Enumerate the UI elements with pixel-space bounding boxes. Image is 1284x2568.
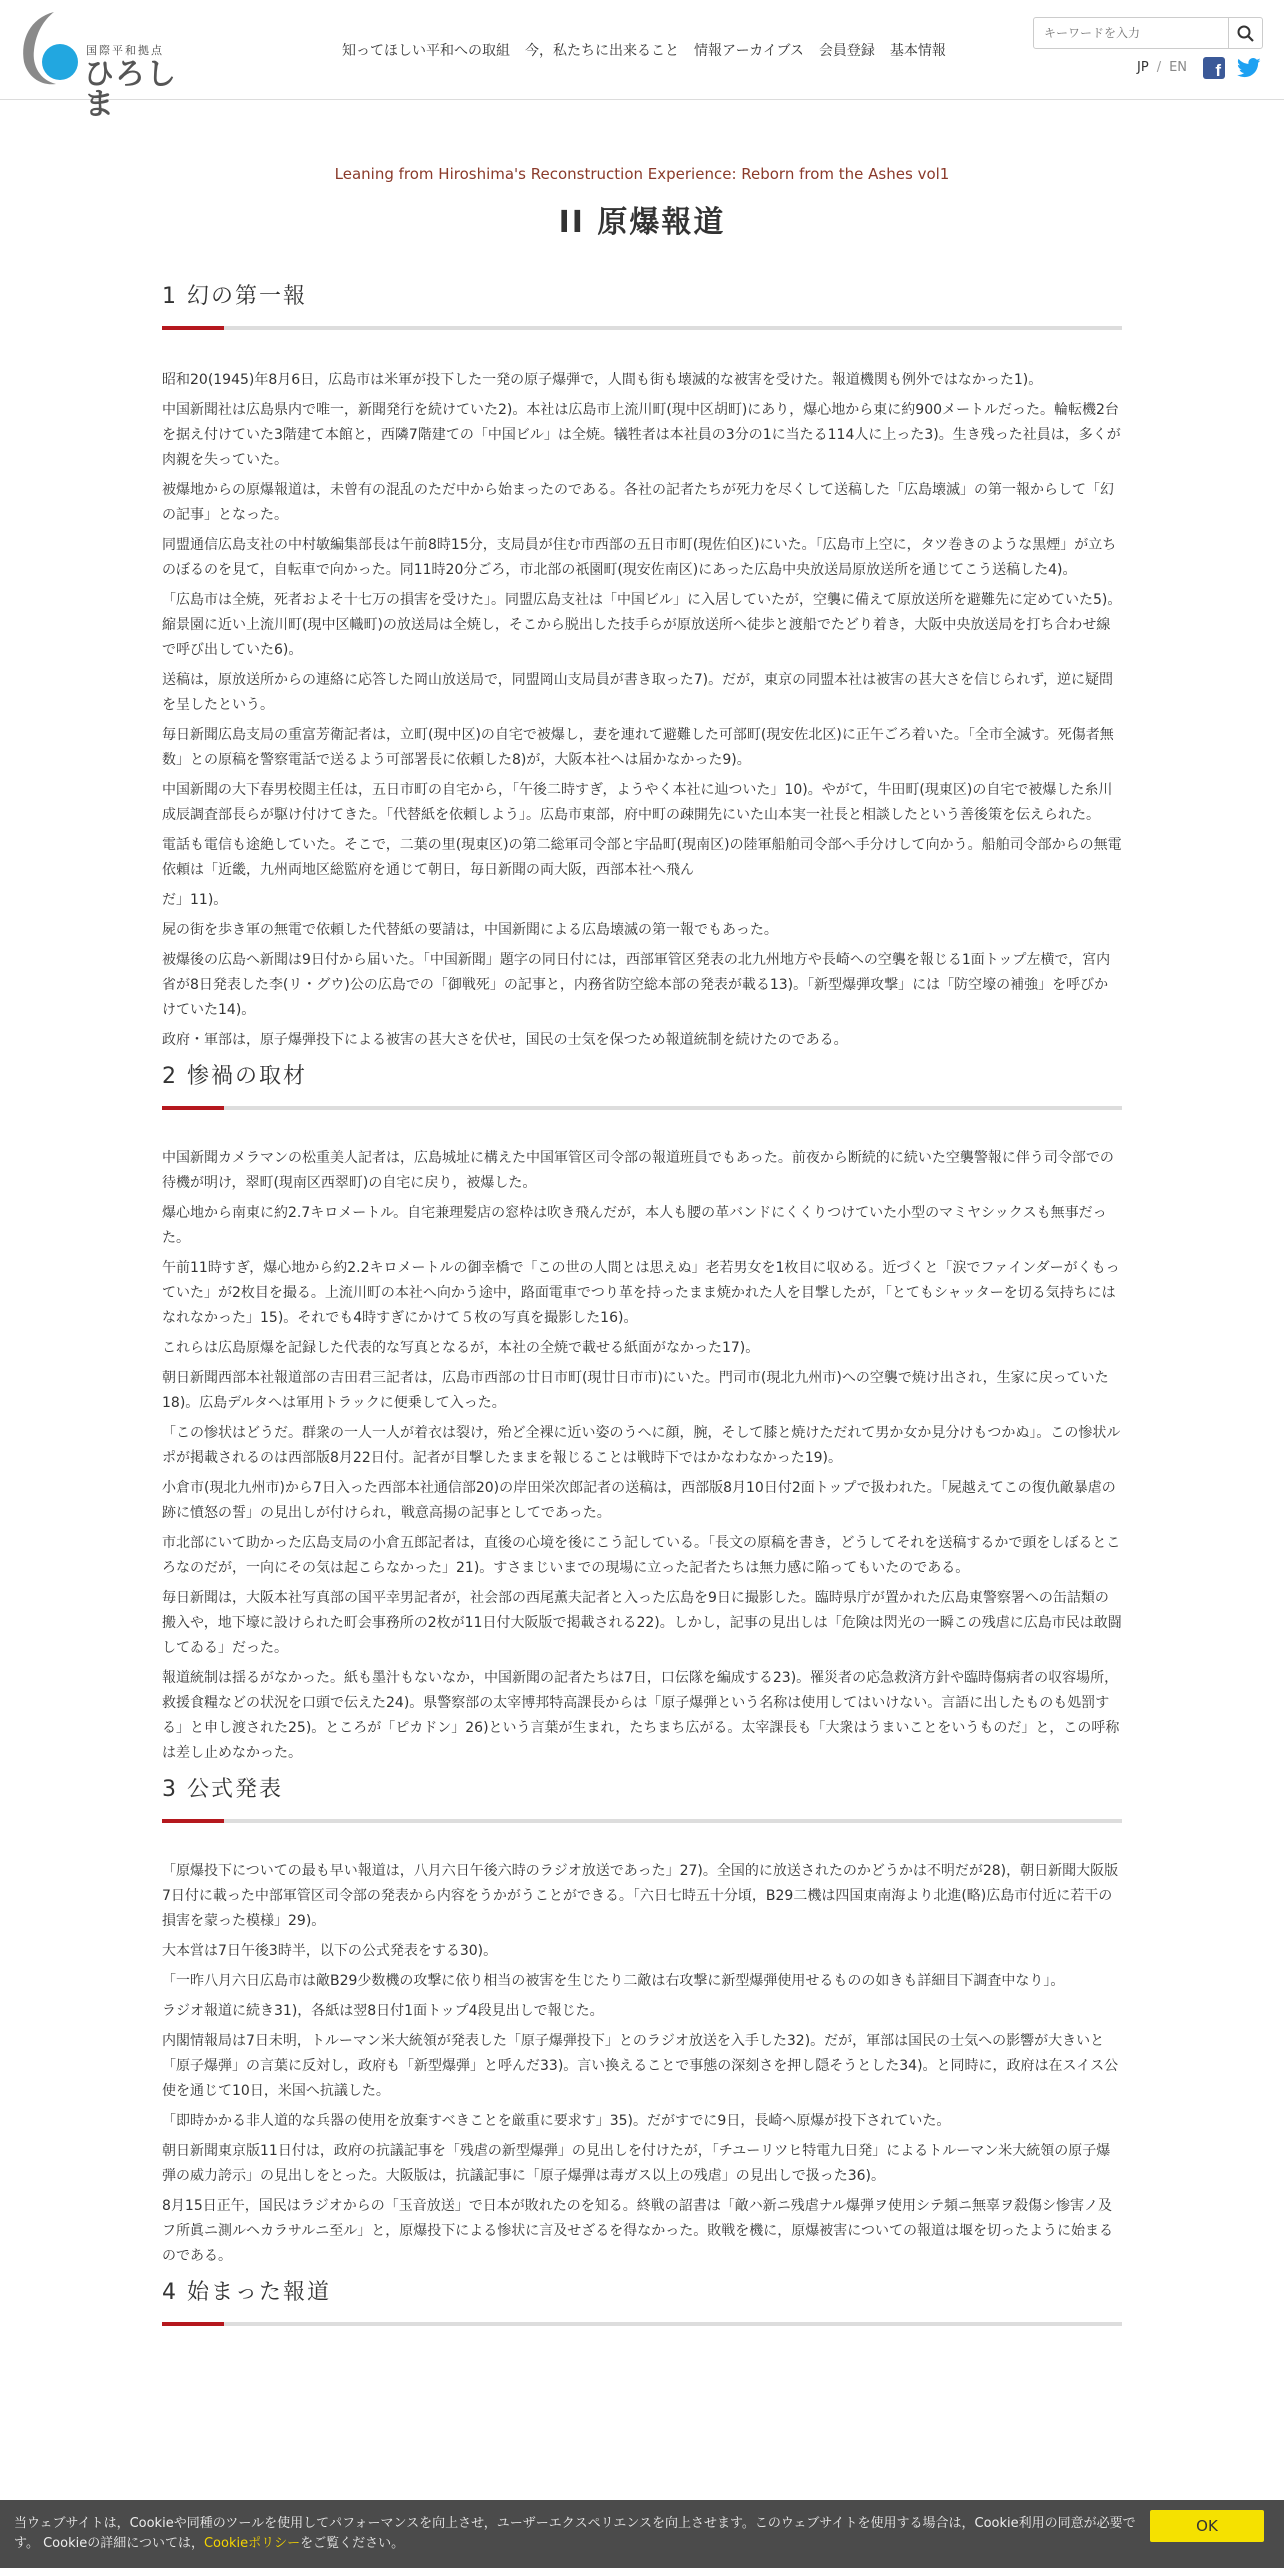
nav-item-archives[interactable]: 情報アーカイブス (694, 43, 804, 59)
paragraph: 朝日新聞西部本社報道部の吉田君三記者は，広島市西部の廿日市町(現廿日市市)にいた。門司市(現北九州市)への空襲で焼け出され，生家に戻っていた18)。広島デルタへは軍用トラックに便乗して入った。 (162, 1370, 1109, 1411)
section-body (162, 368, 1122, 1053)
social-links (1203, 57, 1261, 79)
section-1 (162, 279, 1122, 1053)
paragraph: 中国新聞社は広島県内で唯一，新聞発行を続けていた2)。本社は広島市上流川町(現中区胡町)にあり，爆心地から東に約900メートルだった。輪転機2台を据え付けていた3階建て本館と，西隣7階建ての「中国ビル」は全焼。犠牲者は本社員の3分の1に当たる114人に上った3)。生き残った社員は，多くが肉親を失っていた。 (162, 402, 1121, 468)
paragraph: 屍の街を歩き軍の無電で依頼した代替紙の要請は，中国新聞による広島壊滅の第一報でもあった。 (162, 922, 778, 938)
page-title: II 原爆報道 (558, 205, 726, 240)
paragraph: ラジオ報道に続き31)，各紙は翌8日付1面トップ4段見出しで報じた。 (162, 2003, 604, 2019)
paragraph: 報道統制は揺るがなかった。紙も墨汁もないなか，中国新聞の記者たちは7日，口伝隊を編成する23)。罹災者の応急救済方針や臨時傷病者の収容場所，救援食糧などの状況を口頭で伝えた24)。県警察部の太宰博邦特高課長からは「原子爆弾という名称は使用してはいけない。言語に出したものも処罰する」と申し渡された25)。ところが「ピカドン」26)という言葉が生まれ，たちまち広がる。太宰課長も「大衆はうまいことをいうものだ」と，この呼称は差し止めなかった。 (162, 1670, 1120, 1761)
paragraph: 朝日新聞東京版11日付は，政府の抗議記事を「残虐の新型爆弾」の見出しを付けたが，「チユーリツヒ特電九日発」によるトルーマン米大統領の原子爆弾の威力誇示」の見出しをとった。大阪版は，抗議記事に「原子爆弾は毒ガス以上の残虐」の見出しで扱った36)。 (162, 2143, 1111, 2184)
paragraph: だ」11)。 (162, 892, 228, 908)
paragraph: 「即時かかる非人道的な兵器の使用を放棄すべきことを厳重に要求す」35)。だがすでに9日，長崎へ原爆が投下されていた。 (162, 2113, 951, 2129)
logo-subtitle: 国際平和拠点 (86, 44, 164, 57)
site-logo[interactable] (20, 10, 205, 122)
cookie-text-before: 当ウェブサイトは，Cookieや同種のツールを使用してパフォーマンスを向上させ，ユーザーエクスペリエンスを向上させます。このウェブサイトを使用する場合は，Cookie利用の同意が必要です。 Cookieの詳細については， (14, 2516, 1136, 2551)
section-2 (162, 1059, 1122, 1766)
search-box (1033, 17, 1263, 49)
lang-separator: / (1156, 60, 1162, 75)
paragraph: 市北部にいて助かった広島支局の小倉五郎記者は，直後の心境を後にこう記している。「長文の原稿を書き，どうしてそれを送稿するかで頭をしぼるところなのだが，一向にその気は起こらなかった」21)。すさまじいまでの現場に立った記者たちは無力感に陥ってもいたのである。 (162, 1535, 1121, 1576)
search-input[interactable] (1034, 18, 1228, 48)
twitter-icon[interactable] (1237, 57, 1261, 79)
section-body (162, 1146, 1122, 1766)
paragraph: 毎日新聞広島支局の重富芳衛記者は，立町(現中区)の自宅で被爆し，妻を連れて避難した可部町(現安佐北区)に正午ごろ着いた。「全市全滅す。死傷者無数」との原稿を警察電話で送るよう可部署長に依頼した8)が，大阪本社へは届かなかった9)。 (162, 727, 1114, 768)
lang-jp-link[interactable]: JP (1137, 60, 1149, 75)
search-button[interactable] (1228, 18, 1262, 48)
nav-item-register[interactable]: 会員登録 (818, 43, 875, 59)
nav-item-basic-info[interactable]: 基本情報 (889, 43, 946, 59)
paragraph: これらは広島原爆を記録した代表的な写真となるが，本社の全焼で載せる紙面がなかった17)。 (162, 1340, 760, 1356)
paragraph: 被爆後の広島へ新聞は9日付から届いた。「中国新聞」題字の同日付には，西部軍管区発表の北九州地方や長崎への空襲を報じる1面トップ左横で，宮内省が8日発表した李(リ・グウ)公の広島での「御戦死」の記事と，内務省防空総本部の発表が載る13)。「新型爆弾攻撃」には「防空壕の補強」を呼びかけていた14)。 (162, 952, 1111, 1018)
cookie-ok-button[interactable]: OK (1150, 2510, 1264, 2542)
global-nav (342, 40, 946, 60)
paragraph: 中国新聞カメラマンの松重美人記者は，広島城址に構えた中国軍管区司令部の報道班員でもあった。前夜から断続的に続いた空襲警報に伴う司令部での待機が明け，翠町(現南区西翠町)の自宅に戻り，被爆した。 (162, 1150, 1114, 1191)
section-3 (162, 1772, 1122, 2269)
search-icon (1237, 25, 1254, 42)
nav-item-initiatives[interactable]: 知ってほしい平和への取組 (342, 43, 510, 59)
paragraph: 大本営は7日午後3時半，以下の公式発表をする30)。 (162, 1943, 498, 1959)
paragraph: 午前11時すぎ，爆心地から約2.2キロメートルの御幸橋で「この世の人間とは思えぬ」老若男女を1枚目に収める。近づくと「涙でファインダーがくもっていた」が2枚目を撮る。上流川町の本社へ向かう途中，路面電車でつり革を持ったまま焼かれた人を目撃したが，「とてもシャッターを切る気持ちにはなれなかった」15)。それでも4時すぎにかけて５枚の写真を撮影した16)。 (162, 1260, 1120, 1326)
language-switcher (1137, 60, 1187, 75)
article (162, 100, 1122, 2362)
paragraph: 小倉市(現北九州市)から7日入った西部本社通信部20)の岸田栄次郎記者の送稿は，西部版8月10日付2面トップで扱われた。「屍越えてこの復仇敵暴虐の跡に憤怒の誓」の見出しが付けられ，戦意高揚の記事としてであった。 (162, 1480, 1116, 1521)
paragraph: 毎日新聞は，大阪本社写真部の国平幸男記者が，社会部の西尾薫夫記者と入った広島を9日に撮影した。臨時県庁が置かれた広島東警察署への缶詰類の搬入や，地下壕に設けられた町会事務所の2枚が11日付大阪版で掲載される22)。しかし，記事の見出しは「危険は閃光の一瞬この残虐に広島市民は敢闘してゐる」だった。 (162, 1590, 1122, 1656)
paragraph: 昭和20(1945)年8月6日，広島市は米軍が投下した一発の原子爆弾で，人間も街も壊滅的な被害を受けた。報道機関も例外ではなかった1)。 (162, 372, 1043, 388)
lang-en-link[interactable]: EN (1169, 60, 1188, 75)
section-heading: 4 始まった報道 (162, 2275, 1122, 2326)
paragraph: 「広島市は全焼，死者およそ十七万の損害を受けた」。同盟広島支社は「中国ビル」に入居していたが，空襲に備えて原放送所を避難先に定めていた5)。縮景園に近い上流川町(現中区幟町)の放送局は全焼し，そこから脱出した技手らが原放送所へ徒歩と渡船でたどり着き，大阪中央放送局を打ち合わせ線で呼び出していた6)。 (162, 592, 1122, 658)
cookie-text (14, 2514, 1144, 2554)
paragraph: 被爆地からの原爆報道は，未曾有の混乱のただ中から始まったのである。各社の記者たちが死力を尽くして送稿した「広島壊滅」の第一報からして「幻の記事」となった。 (162, 482, 1114, 523)
logo-mark-icon (20, 10, 82, 88)
cookie-text-after: をご覧ください。 (300, 2536, 405, 2551)
article-kicker: Leaning from Hiroshima's Reconstruction Experience: Reborn from the Ashes vol1 (334, 165, 950, 183)
paragraph: 同盟通信広島支社の中村敏編集部長は午前8時15分，支局員が住む市西部の五日市町(現佐伯区)にいた。「広島市上空に，タツ巻きのような黒煙」が立ちのぼるのを見て，自転車で向かった。同11時20分ごろ，市北部の祇園町(現安佐南区)にあった広島中央放送局原放送所を通じてこう送稿した4)。 (162, 537, 1117, 578)
paragraph: 8月15日正午，国民はラジオからの「玉音放送」で日本が敗れたのを知る。終戦の詔書は「敵ハ新ニ残虐ナル爆弾ヲ使用シテ頻ニ無辜ヲ殺傷シ惨害ノ及フ所眞ニ測ルヘカラサルニ至ル」と，原爆投下による惨状に言及せざるを得なかった。敗戦を機に，原爆被害についての報道は堰を切ったように始まるのである。 (162, 2198, 1114, 2264)
paragraph: 内閣情報局は7日未明，トルーマン米大統領が発表した「原子爆弾投下」とのラジオ放送を入手した32)。だが，軍部は国民の士気への影響が大きいと「原子爆弾」の言葉に反対し，政府も「新型爆弾」と呼んだ33)。言い換えることで事態の深刻さを押し隠そうとした34)。と同時に，政府は在スイス公使を通じて10日，米国へ抗議した。 (162, 2033, 1119, 2099)
paragraph: 「この惨状はどうだ。群衆の一人一人が着衣は裂け，殆ど全裸に近い姿のうへに顔，腕，そして膝と焼けただれて男か女か見分けもつかぬ」。この惨状ルポが掲載されるのは西部版8月22日付。記者が目撃したままを報じることは戦時下ではかなわなかった19)。 (162, 1425, 1121, 1466)
paragraph: 「一昨八月六日広島市は敵B29少数機の攻撃に依り相当の被害を生じたり二敵は右攻撃に新型爆弾使用せるものの如きも詳細目下調査中なり」。 (162, 1973, 1065, 1989)
paragraph: 電話も電信も途絶していた。そこで，二葉の里(現東区)の第二総軍司令部と宇品町(現南区)の陸軍船舶司令部へ手分けして向かう。船舶司令部からの無電依頼は「近畿，九州両地区総監府を通じて朝日，毎日新聞の両大阪，西部本社へ飛ん (162, 837, 1122, 878)
paragraph: 爆心地から南東に約2.7キロメートル。自宅兼理髪店の窓枠は吹き飛んだが，本人も腰の革バンドにくくりつけていた小型のマミヤシックスも無事だった。 (162, 1205, 1107, 1246)
section-heading: 2 惨禍の取材 (162, 1059, 1122, 1110)
section-body (162, 1859, 1122, 2269)
facebook-icon[interactable]: f (1203, 57, 1225, 79)
nav-item-what-we-can-do[interactable]: 今，私たちに出来ること (525, 43, 679, 59)
paragraph: 政府・軍部は，原子爆弾投下による被害の甚大さを伏せ，国民の士気を保つため報道統制を続けたのである。 (162, 1032, 848, 1048)
paragraph: 中国新聞の大下春男校閲主任は，五日市町の自宅から，「午後二時すぎ，ようやく本社に辿ついた」10)。やがて，牛田町(現東区)の自宅で被爆した糸川成辰調査部長らが駆け付けてきた。「代替紙を依頼しよう」。広島市東部，府中町の疎開先にいた山本実一社長と相談したという善後策を伝えられた。 (162, 782, 1113, 823)
paragraph: 送稿は，原放送所からの連絡に応答した岡山放送局で，同盟岡山支局員が書き取った7)。だが，東京の同盟本社は被害の甚大さを信じられず，逆に疑問を呈したという。 (162, 672, 1113, 713)
section-heading: 1 幻の第一報 (162, 279, 1122, 330)
logo-title: ひろしま (84, 57, 177, 122)
paragraph: 「原爆投下についての最も早い報道は，八月六日午後六時のラジオ放送であった」27)。全国的に放送されたのかどうかは不明だが28)，朝日新聞大阪版7日付に載った中部軍管区司令部の発表から内容をうかがうことができる。「六日七時五十分頃，B29二機は四国東南海より北進(略)広島市付近に若干の損害を蒙った模様」29)。 (162, 1863, 1119, 1929)
section-heading: 3 公式発表 (162, 1772, 1122, 1823)
site-header (0, 0, 1284, 122)
cookie-policy-link[interactable]: Cookieポリシー (203, 2536, 301, 2551)
section-4 (162, 2275, 1122, 2326)
cookie-banner (0, 2500, 1284, 2568)
